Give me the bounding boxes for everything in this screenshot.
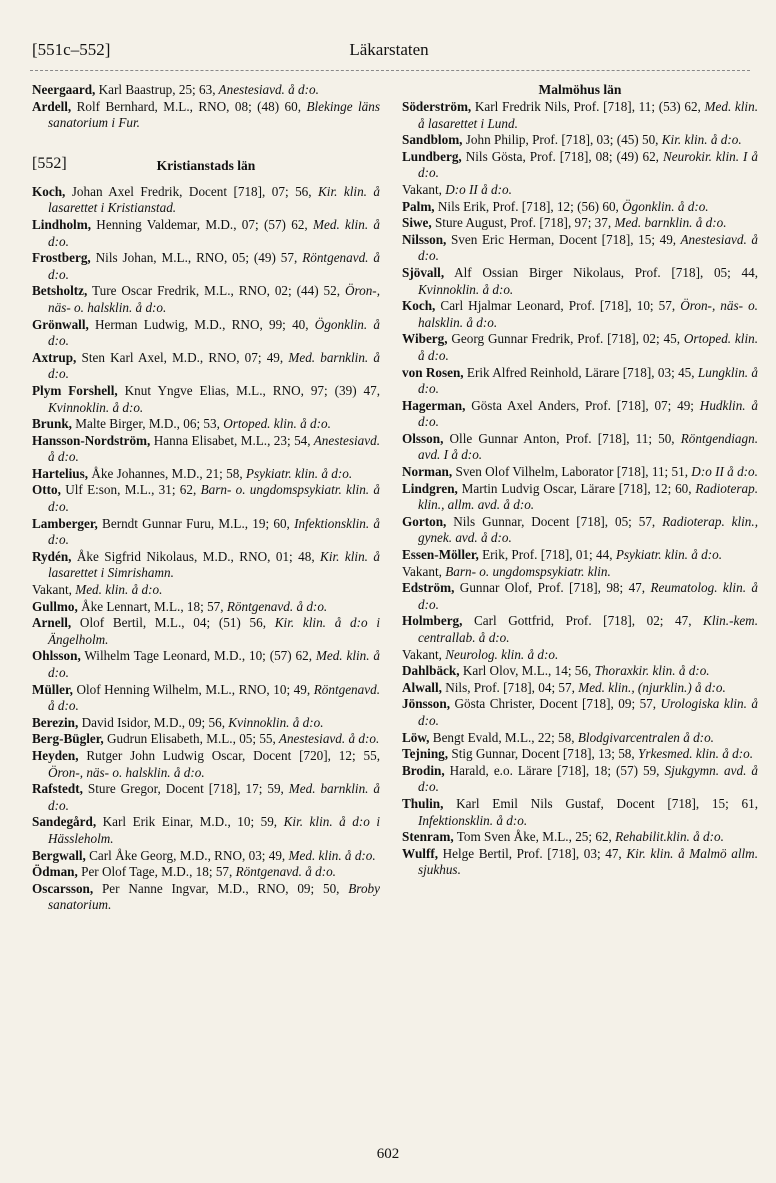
entry-details: Carl Åke Georg, M.D., RNO, 03; 49, <box>85 847 286 863</box>
entry-position: Anestesiavd. å d:o. <box>215 82 319 97</box>
entry-name: Koch, <box>402 298 436 314</box>
right-entries <box>402 99 758 879</box>
section-number: [552] <box>32 154 67 172</box>
entry-position: Röntgendiagn. avd. I å d:o. <box>418 430 758 463</box>
entry-name: Rafstedt, <box>32 781 83 797</box>
directory-entry <box>402 99 758 132</box>
directory-entry <box>32 615 380 648</box>
directory-entry <box>32 383 380 416</box>
entry-position: Reumatolog. klin. å d:o. <box>418 580 758 612</box>
entry-details: Karl Baastrup, 25; 63, <box>95 82 216 97</box>
entry-name: Plym Forshell, <box>32 382 118 398</box>
entry-name: Thulin, <box>402 795 444 811</box>
entry-position: Anestesiavd. å d:o. <box>275 731 380 747</box>
entry-details: Ture Oscar Fredrik, M.L., RNO, 02; (44) 52, <box>87 283 341 299</box>
entry-details: Nils Johan, M.L., RNO, 05; (49) 57, <box>90 250 298 266</box>
entry-position: Med. klin. å d:o. <box>48 648 380 680</box>
entry-name: Holmberg, <box>402 613 463 629</box>
entry-position: Kir. klin. å d:o. <box>658 132 742 148</box>
entry-details: Helge Bertil, Prof. [718], 03; 47, <box>438 845 622 861</box>
entry-details: Harald, e.o. Lärare [718], 18; (57) 59, <box>444 762 660 778</box>
entry-position: Barn- o. ungdomspsykiatr. klin. <box>441 563 611 579</box>
directory-entry <box>32 864 380 881</box>
entry-details: Åke Lennart, M.L., 18; 57, <box>77 598 224 614</box>
entry-name: Lindgren, <box>402 480 458 496</box>
directory-entry <box>402 564 758 581</box>
entry-details: Gösta Axel Anders, Prof. [718], 07; 49; <box>465 397 694 413</box>
entry-position: Röntgenavd. å d:o. <box>232 864 336 880</box>
entry-position: Med. klin. å d:o. <box>71 582 163 598</box>
entry-name: Brunk, <box>32 416 72 432</box>
entry-position: Radioterap. klin., allm. avd. å d:o. <box>418 480 758 513</box>
page-header <box>28 40 750 64</box>
entry-name: Essen-Möller, <box>402 547 479 563</box>
entry-details: Nils Erik, Prof. [718], 12; (56) 60, <box>434 198 619 214</box>
entry-name: von Rosen, <box>402 364 464 380</box>
entry-details: Erik, Prof. [718], 01; 44, <box>478 547 613 563</box>
entry-name: Rydén, <box>32 548 72 564</box>
directory-entry <box>402 149 758 182</box>
entry-name: Dahlbäck, <box>402 663 460 679</box>
entry-position: Rehabilit.klin. å d:o. <box>611 829 724 845</box>
directory-entry <box>402 663 758 680</box>
section-title-malmohus: Malmöhus län <box>538 82 622 97</box>
entry-position: Infektionsklin. å d:o. <box>418 812 528 828</box>
entry-details: Karl Emil Nils Gustaf, Docent [718], 15; 61, <box>443 795 758 811</box>
entry-name: Ödman, <box>32 864 78 880</box>
entry-details: Per Nanne Ingvar, M.D., RNO, 09; 50, <box>93 880 340 896</box>
entry-details: Tom Sven Åke, M.L., 25; 62, <box>453 829 612 845</box>
directory-entry <box>32 682 380 715</box>
entry-details: Erik Alfred Reinhold, Lärare [718], 03; 45, <box>463 364 695 380</box>
entry-name: Gullmo, <box>32 598 78 614</box>
entry-name: Sandblom, <box>402 132 463 148</box>
entry-position: Röntgenavd. å d:o. <box>48 250 380 282</box>
entry-position: Röntgenavd. å d:o. <box>223 598 328 614</box>
directory-entry <box>402 829 758 846</box>
entry-position: Öron-, näs- o. halsklin. å d:o. <box>48 283 380 315</box>
entry-name: Alwall, <box>402 679 442 695</box>
entry-position: Ögonklin. å d:o. <box>48 316 380 349</box>
entry-position: Lungklin. å d:o. <box>418 364 759 397</box>
directory-entry <box>32 466 380 483</box>
entry-details: Rolf Bernhard, M.L., RNO, 08; (48) 60, <box>71 98 302 114</box>
entry-name: Sjövall, <box>402 264 445 280</box>
entry-name: Berezin, <box>32 714 79 730</box>
section-title: Kristianstads län <box>156 157 256 173</box>
directory-entry <box>402 696 758 729</box>
entry-position: Med. klin. å lasarettet i Lund. <box>418 99 758 131</box>
entry-details: Olof Henning Wilhelm, M.L., RNO, 10; 49, <box>72 681 311 697</box>
directory-entry <box>32 848 380 865</box>
directory-entry <box>32 317 380 350</box>
entry-details: Vakant, <box>402 181 442 197</box>
directory-entry <box>32 731 380 748</box>
entry-name: Hagerman, <box>402 397 466 413</box>
entry-name: Sandegård, <box>32 814 97 830</box>
entry-name: Hansson-Nordström, <box>32 432 151 448</box>
entry-details: Åke Sigfrid Nikolaus, M.D., RNO, 01; 48, <box>71 548 315 564</box>
entry-position: Infektionsklin. å d:o. <box>48 515 380 548</box>
entry-position: Neurokir. klin. I å d:o. <box>418 148 758 181</box>
entry-position: Anestesiavd. å d:o. <box>48 432 381 465</box>
entry-position: Psykiatr. klin. å d:o. <box>242 465 353 481</box>
entry-details: Nils, Prof. [718], 04; 57, <box>441 679 575 695</box>
entry-name: Jönsson, <box>402 696 451 712</box>
directory-entry <box>402 298 758 331</box>
directory-entry <box>32 99 380 132</box>
entry-details: David Isidor, M.D., 09; 56, <box>78 714 225 730</box>
directory-entry <box>402 613 758 646</box>
directory-entry <box>32 433 380 466</box>
entry-position: Kvinnoklin. å d:o. <box>225 714 324 730</box>
entry-name: Gorton, <box>402 513 447 529</box>
entry-details: Knut Yngve Elias, M.L., RNO, 97; (39) 47, <box>117 382 381 398</box>
page-range: [551c–552] <box>32 40 111 59</box>
directory-entry <box>402 746 758 763</box>
entry-name: Norman, <box>402 464 453 480</box>
entry-name: Olsson, <box>402 430 444 446</box>
entry-details: Wilhelm Tage Leonard, M.D., 10; (57) 62, <box>80 648 313 664</box>
entry-name: Müller, <box>32 681 73 697</box>
entry-details: Stig Gunnar, Docent [718], 13; 58, <box>448 746 635 762</box>
directory-entry <box>32 582 380 599</box>
entry-details: Gösta Christer, Docent [718], 09; 57, <box>450 696 657 712</box>
directory-entry <box>402 580 758 613</box>
entry-name: Nilsson, <box>402 231 447 247</box>
entry-details: Karl Fredrik Nils, Prof. [718], 11; (53) 62, <box>471 99 701 114</box>
directory-entry <box>402 730 758 747</box>
entry-name: Stenram, <box>402 829 454 845</box>
entry-position: Kir. klin. å d:o i Ängelholm. <box>48 615 380 647</box>
page-number: 602 <box>376 1146 400 1162</box>
entry-position: Neurolog. klin. å d:o. <box>441 646 559 662</box>
entry-position: Hudklin. å d:o. <box>418 397 758 430</box>
entry-position: Röntgenavd. å d:o. <box>48 681 380 714</box>
entry-position: Broby sanatorium. <box>48 880 380 913</box>
directory-entry <box>32 516 380 549</box>
entry-position: Radioterap. klin., gynek. avd. å d:o. <box>418 513 758 546</box>
entry-position: Med. barnklin. å d:o. <box>611 215 727 231</box>
entry-position: Öron-, näs- o. halsklin. å d:o. <box>48 764 205 780</box>
running-title: Läkarstaten <box>349 40 429 59</box>
entry-details: Karl Erik Einar, M.D., 10; 59, <box>96 814 278 830</box>
entry-name: Betsholtz, <box>32 283 88 299</box>
entry-name: Tejning, <box>402 746 449 762</box>
directory-entry <box>32 881 380 914</box>
entry-name: Koch, <box>32 183 66 199</box>
entry-details: Sten Karl Axel, M.D., RNO, 07; 49, <box>76 349 284 365</box>
directory-entry <box>32 781 380 814</box>
directory-entry <box>402 398 758 431</box>
entry-name: Edström, <box>402 580 455 596</box>
entry-position: Med. klin., (njurklin.) å d:o. <box>574 679 726 695</box>
entry-position: Med. barnklin. å d:o. <box>48 349 380 382</box>
entry-name: Ohlsson, <box>32 648 81 664</box>
entry-name: Wulff, <box>402 845 439 861</box>
entry-name: Bergwall, <box>32 847 86 863</box>
entry-position: Kir. klin. å d:o i Hässleholm. <box>48 814 380 846</box>
entry-position: Öron-, näs- o. halsklin. å d:o. <box>418 298 758 330</box>
entry-position: Med. barnklin. å d:o. <box>48 781 380 813</box>
entry-details: Vakant, <box>402 563 442 579</box>
directory-entry <box>402 481 758 514</box>
entry-details: Gudrun Elisabeth, M.L., 05; 55, <box>103 731 276 747</box>
entry-details: Alf Ossian Birger Nikolaus, Prof. [718], 05; 44, <box>444 264 758 280</box>
entry-name: Lindholm, <box>32 216 92 232</box>
entry-details: Bengt Evald, M.L., 22; 58, <box>429 729 575 745</box>
entry-details: Nils Gösta, Prof. [718], 08; (49) 62, <box>461 148 659 164</box>
directory-entry <box>402 547 758 564</box>
entry-position: Med. klin. å d:o. <box>48 216 380 249</box>
directory-entry <box>32 250 380 283</box>
directory-entry <box>32 748 380 781</box>
entry-position: D:o II å d:o. <box>688 464 758 480</box>
directory-entry <box>402 132 758 149</box>
entry-position: Klin.-kem. centrallab. å d:o. <box>418 613 758 645</box>
entry-name: Oscarsson, <box>32 880 94 896</box>
directory-entry <box>32 814 380 847</box>
entry-details: Åke Johannes, M.D., 21; 58, <box>88 465 243 481</box>
directory-entry <box>402 514 758 547</box>
entry-position: Kir. klin. å Malmö allm. sjukhus. <box>418 845 758 878</box>
entry-position: Sjukgymn. avd. å d:o. <box>418 762 758 795</box>
left-column <box>32 82 380 914</box>
entry-name: Otto, <box>32 482 61 498</box>
entry-details: Georg Gunnar Fredrik, Prof. [718], 02; 45, <box>447 331 680 347</box>
right-column <box>402 82 758 879</box>
directory-entry <box>32 82 380 99</box>
entry-details: Hanna Elisabet, M.L., 23; 54, <box>150 432 311 448</box>
directory-entry <box>402 331 758 364</box>
entry-details: Carl Gottfrid, Prof. [718], 02; 47, <box>462 613 692 629</box>
directory-entry <box>32 416 380 433</box>
header-rule <box>30 70 750 71</box>
entry-position: Blodgivarcentralen å d:o. <box>574 729 714 745</box>
entry-details: Sven Olof Vilhelm, Laborator [718], 11; 51, <box>452 464 688 480</box>
entry-name: Brodin, <box>402 762 445 778</box>
directory-entry <box>32 715 380 732</box>
entry-name: Arnell, <box>32 615 72 631</box>
entry-position: Psykiatr. klin. å d:o. <box>612 547 723 563</box>
entry-name: Wiberg, <box>402 331 448 347</box>
entry-position: Kvinnoklin. å d:o. <box>48 399 144 415</box>
entry-position: Thoraxkir. klin. å d:o. <box>591 663 710 679</box>
entry-position: Barn- o. ungdomspsykiatr. klin. å d:o. <box>48 482 380 515</box>
entry-name: Siwe, <box>402 215 432 231</box>
entry-details: Per Olof Tage, M.D., 18; 57, <box>77 864 233 880</box>
entry-name: Neergaard, <box>32 82 96 97</box>
directory-entry <box>402 182 758 199</box>
entry-details: Herman Ludwig, M.D., RNO, 99; 40, <box>88 316 309 332</box>
directory-entry <box>402 796 758 829</box>
entry-details: John Philip, Prof. [718], 03; (45) 50, <box>462 132 659 148</box>
entry-position: Kir. klin. å lasarettet i Simrishamn. <box>48 548 381 581</box>
entry-details: Carl Hjalmar Leonard, Prof. [718], 10; 57, <box>435 298 676 314</box>
directory-entry <box>402 431 758 464</box>
entry-position: Urologiska klin. å d:o. <box>418 696 758 728</box>
directory-entry <box>402 464 758 481</box>
entry-name: Grönwall, <box>32 316 89 332</box>
entry-details: Olof Bertil, M.L., 04; (51) 56, <box>71 615 267 631</box>
directory-entry <box>32 217 380 250</box>
directory-entry <box>402 265 758 298</box>
entry-name: Heyden, <box>32 747 79 763</box>
directory-entry <box>32 184 380 217</box>
entry-details: Nils Gunnar, Docent [718], 05; 57, <box>446 513 656 529</box>
entry-details: Sture Gregor, Docent [718], 17; 59, <box>82 781 284 797</box>
entry-details: Martin Ludvig Oscar, Lärare [718], 12; 60, <box>457 480 692 496</box>
entry-details: Henning Valdemar, M.D., 07; (57) 62, <box>91 216 308 232</box>
entry-details: Johan Axel Fredrik, Docent [718], 07; 56, <box>65 183 312 199</box>
entry-details: Rutger John Ludwig Oscar, Docent [720], 12; 55, <box>78 747 380 763</box>
directory-entry <box>402 365 758 398</box>
section-heading-kristianstad <box>32 154 380 178</box>
entry-details: Sture August, Prof. [718], 97; 37, <box>431 215 612 231</box>
directory-entry <box>32 648 380 681</box>
entry-position: Kvinnoklin. å d:o. <box>418 281 514 297</box>
entry-details: Karl Olov, M.L., 14; 56, <box>459 663 592 679</box>
entry-position: Anestesiavd. å d:o. <box>418 231 758 264</box>
directory-entry <box>402 647 758 664</box>
entry-details: Gunnar Olof, Prof. [718], 98; 47, <box>454 580 646 596</box>
entry-details: Olle Gunnar Anton, Prof. [718], 11; 50, <box>443 430 675 446</box>
directory-entry <box>32 549 380 582</box>
entry-position: Ortoped. klin. å d:o. <box>219 416 331 432</box>
entry-name: Frostberg, <box>32 250 91 266</box>
left-entries <box>32 184 380 914</box>
directory-entry <box>402 763 758 796</box>
entry-name: Berg-Bügler, <box>32 731 104 747</box>
directory-entry <box>32 482 380 515</box>
entry-name: Axtrup, <box>32 349 77 365</box>
entry-details: Malte Birger, M.D., 06; 53, <box>71 416 220 432</box>
entry-position: Med. klin. å d:o. <box>285 847 376 863</box>
entry-name: Ardell, <box>32 98 72 114</box>
directory-entry <box>402 846 758 879</box>
entry-name: Hartelius, <box>32 465 89 481</box>
entry-name: Löw, <box>402 729 430 745</box>
directory-entry <box>402 215 758 232</box>
entry-position: Blekinge läns sanatorium i Fur. <box>48 98 380 131</box>
directory-entry <box>32 599 380 616</box>
directory-entry <box>402 680 758 697</box>
directory-entry <box>32 283 380 316</box>
entry-name: Palm, <box>402 198 435 214</box>
entry-name: Söderström, <box>402 99 472 114</box>
entry-details: Vakant, <box>402 646 442 662</box>
directory-entry <box>402 232 758 265</box>
entry-details: Sven Eric Herman, Docent [718], 15; 49, <box>446 231 677 247</box>
entry-details: Ulf E:son, M.L., 31; 62, <box>60 482 197 498</box>
entry-name: Lundberg, <box>402 148 462 164</box>
entry-position: Ortoped. klin. å d:o. <box>418 331 758 363</box>
entry-position: D:o II å d:o. <box>441 181 512 197</box>
directory-entry <box>32 350 380 383</box>
entry-position: Yrkesmed. klin. å d:o. <box>634 746 754 762</box>
entry-details: Vakant, <box>32 582 72 598</box>
left-top-entries <box>32 82 380 132</box>
entry-details: Berndt Gunnar Furu, M.L., 19; 60, <box>97 515 290 531</box>
entry-position: Kir. klin. å lasarettet i Kristianstad. <box>48 183 380 216</box>
directory-entry <box>402 199 758 216</box>
entry-position: Ögonklin. å d:o. <box>618 198 709 214</box>
entry-name: Lamberger, <box>32 515 98 531</box>
